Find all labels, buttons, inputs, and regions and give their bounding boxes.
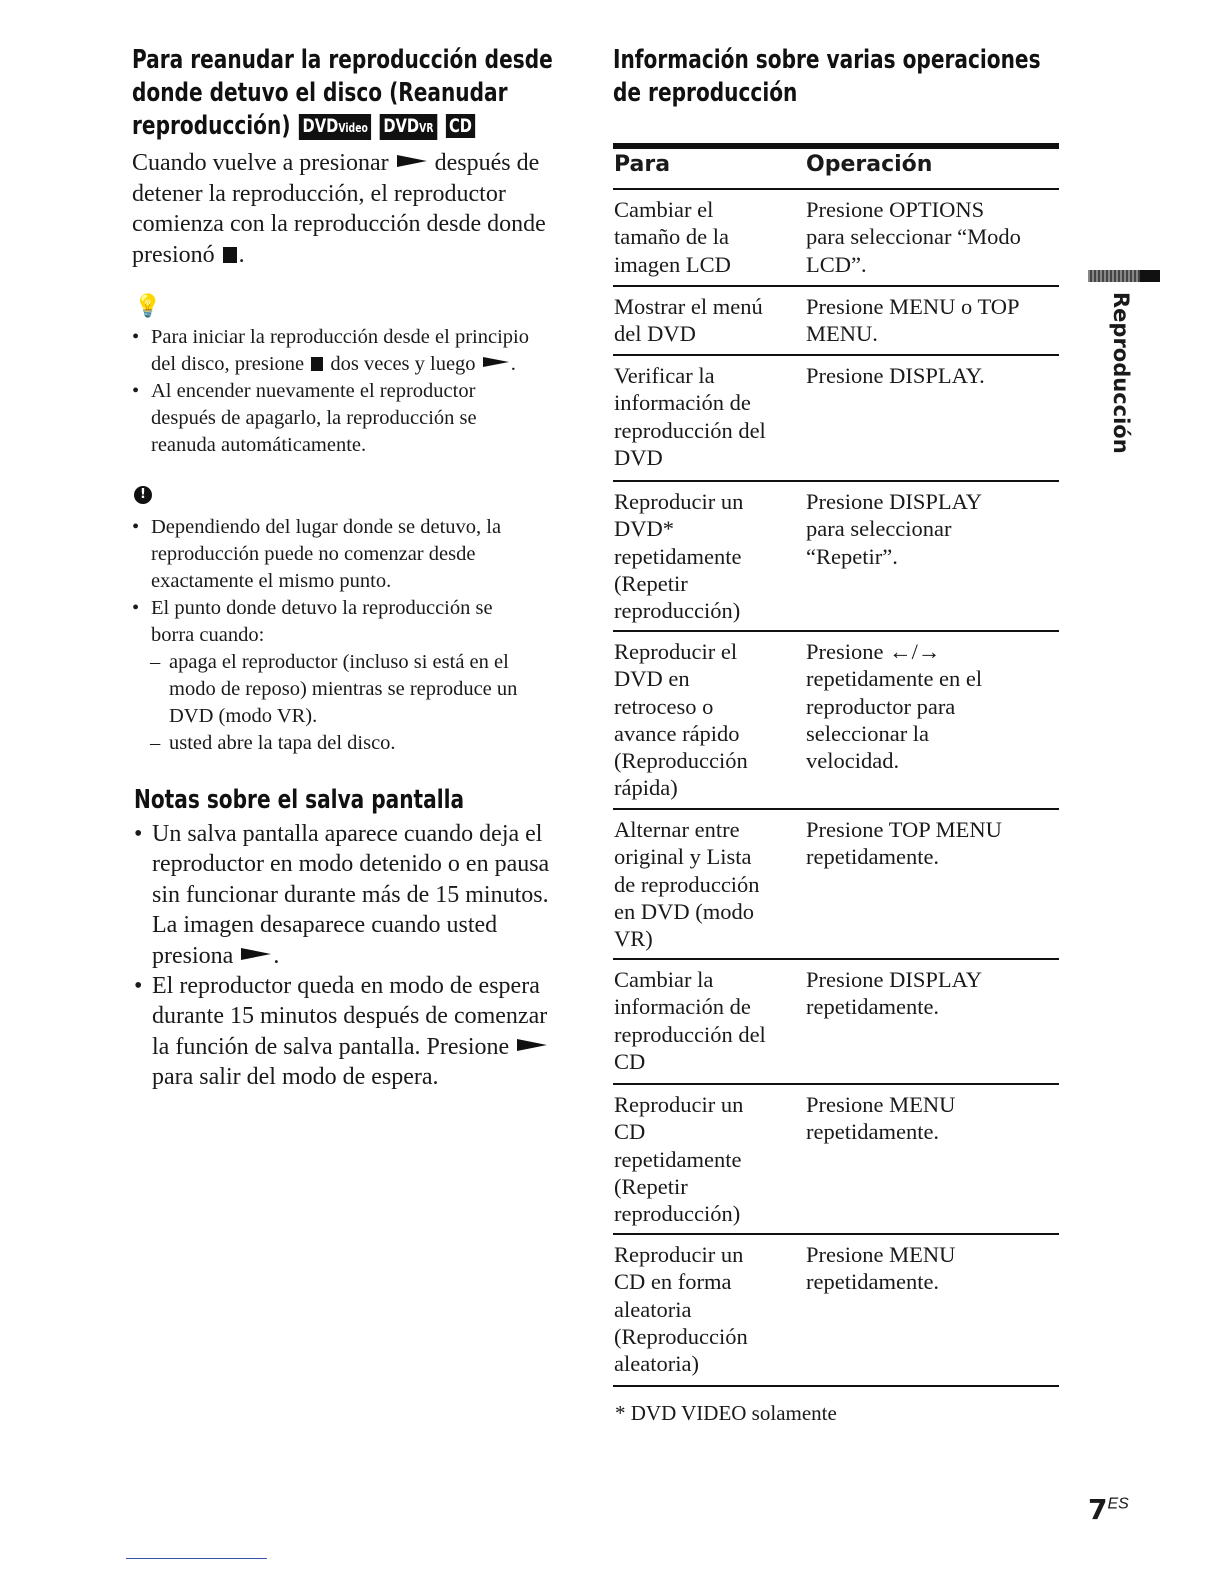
dvd-vr-badge: DVDVR [380,114,437,140]
table-cell-operacion: Presione DISPLAY para seleccionar “Repetir”. [806,489,983,569]
table-cell-operacion: Presione OPTIONS para seleccionar “Modo LCD”. [806,197,1021,277]
list-item: • Un salva pantalla aparece cuando deja el reproductor en modo detenido o en pausa sin funcionar durante más de 15 minutos. La imagen desaparece cuando usted presiona . [134,819,584,971]
list-item: • Para iniciar la reproducción desde el principio del disco, presione dos veces y luego . [132,324,582,378]
table-cell-para: Alternar entre original y Lista de reproducción en DVD (modo VR) [614,817,760,952]
table-row-divider [613,188,1059,190]
dvd-video-badge: DVDVideo [299,114,371,140]
notes-list [132,514,582,757]
screensaver-heading: Notas sobre el salva pantalla [134,785,465,815]
footnote: * DVD VIDEO solamente [615,1401,837,1425]
table-cell-operacion: Presione MENU repetidamente. [806,1092,956,1145]
footer-rule [126,1558,267,1559]
table-row-divider [613,1083,1059,1085]
play-icon [241,948,271,960]
table-top-rule [613,143,1059,149]
play-icon [397,155,427,167]
stop-icon [311,357,323,371]
resume-intro: Cuando vuelve a presionar después de detener la reproducción, el reproductor comienza con la reproducción desde donde presionó . [132,150,546,268]
table-cell-para: Reproducir un DVD* repetidamente (Repetir reproducción) [614,489,744,624]
table-cell-operacion: Presione TOP MENU repetidamente. [806,817,1002,870]
list-subitem: – usted abre la tapa del disco. [132,730,582,757]
section-tab-bar [1088,270,1160,282]
column-header-para: Para [614,152,671,177]
page-number: $7^{ES}$ [1088,1493,1129,1526]
table-cell-operacion: Presione DISPLAY. [806,363,985,388]
table-row-divider [613,1233,1059,1235]
play-icon [483,357,509,367]
list-item: • Al encender nuevamente el reproductor después de apagarlo, la reproducción se reanuda automáticamente. [132,378,582,459]
table-cell-operacion: Presione DISPLAY repetidamente. [806,967,983,1020]
table-cell-operacion: Presione MENU o TOP MENU. [806,294,1020,347]
table-row-divider [613,480,1059,482]
tip-lightbulb-icon: 💡 [134,293,162,318]
table-cell-para: Verificar la información de reproducción del DVD [614,363,766,470]
table-row-divider [613,285,1059,287]
screensaver-list [134,819,584,1093]
operations-heading: Información sobre varias operaciones de reproducción [613,45,1041,108]
table-cell-para: Cambiar la información de reproducción del CD [614,967,766,1074]
tips-list [132,324,582,459]
table-cell-operacion: Presione MENU repetidamente. [806,1242,956,1295]
table-row-divider [613,808,1059,810]
table-row-divider [613,958,1059,960]
list-item: • Dependiendo del lugar donde se detuvo, la reproducción puede no comenzar desde exactamente el mismo punto. [132,514,582,595]
list-item: • El reproductor queda en modo de espera durante 15 minutos después de comenzar la función de salva pantalla. Presione para salir del modo de espera. [134,971,584,1093]
list-subitem: – apaga el reproductor (incluso si está en el modo de reposo) mientras se reproduce un DVD (modo VR). [132,649,582,730]
column-header-operacion: Operación [806,152,933,177]
table-row-divider [613,354,1059,356]
resume-heading: Para reanudar la reproducción desde donde detuvo el disco (Reanudar reproducción) DVDVideo DVDVR CD [132,45,553,141]
note-icon: ! [134,486,152,504]
stop-icon [223,247,237,263]
play-icon [517,1039,547,1051]
table-cell-para: Reproducir un CD en forma aleatoria (Reproducción aleatoria) [614,1242,748,1377]
table-row-divider [613,1385,1059,1387]
table-row-divider [613,630,1059,632]
table-cell-para: Reproducir el DVD en retroceso o avance rápido (Reproducción rápida) [614,639,748,801]
table-cell-operacion: Presione ←/→ repetidamente en el reproductor para seleccionar la velocidad. [806,639,983,774]
section-tab-label: Reproducción [1109,292,1133,454]
table-cell-para: Reproducir un CD repetidamente (Repetir reproducción) [614,1092,744,1227]
list-item: • El punto donde detuvo la reproducción se borra cuando: [132,595,582,649]
table-cell-para: Cambiar el tamaño de la imagen LCD [614,197,731,277]
cd-badge: CD [446,114,476,138]
table-cell-para: Mostrar el menú del DVD [614,294,763,347]
